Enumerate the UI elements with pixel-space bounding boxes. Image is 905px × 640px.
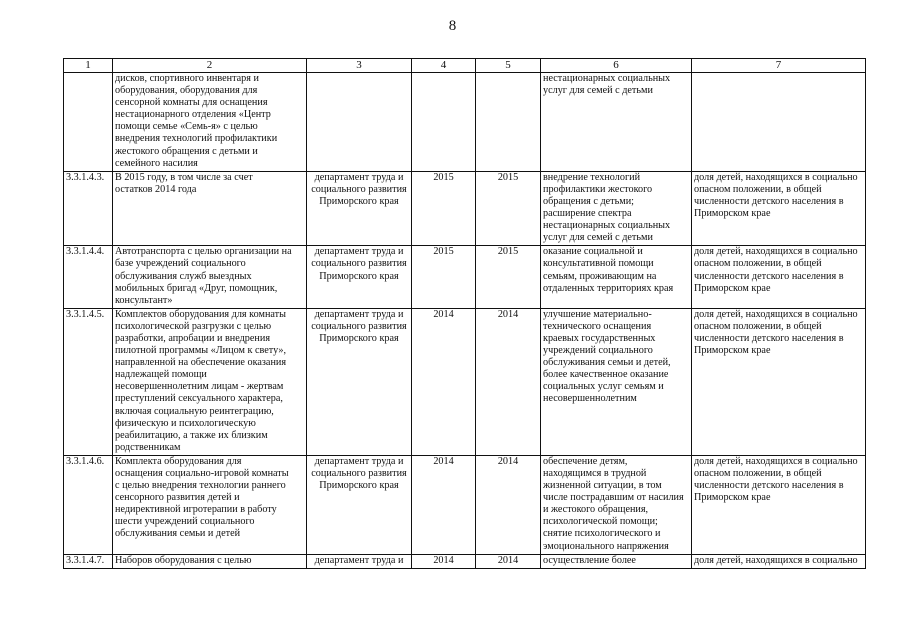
measure-name-cell: [113, 73, 307, 172]
cell-text-line: обслуживания служб выездных: [115, 270, 252, 282]
cell-text-line: находящимся в трудной: [543, 468, 647, 479]
cell-text-line: доля детей, находящихся в социально: [694, 554, 858, 566]
cell-text-line: улучшение материально-: [543, 308, 652, 320]
start-year-cell: [412, 73, 476, 172]
cell-text-line: Приморского края: [319, 332, 399, 344]
cell-text-line: доля детей, находящихся в социально: [694, 455, 858, 467]
cell-text-line: с целью внедрения технологии раннего: [115, 480, 286, 492]
expected-result-cell: [541, 73, 692, 172]
indicator-cell: [692, 73, 866, 172]
table-row: [64, 246, 866, 308]
cell-text-line: расширение спектра: [543, 208, 632, 220]
cell-text-line: услуг для семей с детьми: [543, 85, 653, 97]
measure-name-cell: [113, 246, 307, 308]
executor-cell: [307, 308, 412, 455]
cell-text-line: услуг для семей с детьми: [543, 232, 653, 244]
executor-cell: [307, 246, 412, 308]
cell-text-line: консультант»: [115, 294, 173, 306]
column-header: 7: [692, 59, 866, 73]
start-year-cell: 2015: [412, 246, 476, 308]
page-number: 8: [448, 18, 457, 34]
cell-text-line: несовершеннолетним: [543, 393, 637, 405]
column-header: 4: [412, 59, 476, 73]
cell-text-line: семьям, проживающим на: [543, 270, 657, 282]
cell-text-line: жизненной ситуации, в том: [543, 480, 662, 492]
cell-text-line: социального развития: [311, 468, 407, 479]
cell-text-line: краевых государственных: [543, 332, 656, 344]
measure-name-cell: [113, 171, 307, 246]
cell-text-line: департамент труда и: [314, 455, 404, 467]
executor-cell: [307, 455, 412, 554]
cell-text-line: профилактики жестокого: [543, 183, 653, 195]
cell-text-line: разработки, апробации и внедрения: [115, 332, 271, 344]
cell-text-line: Приморском крае: [694, 282, 771, 294]
executor-cell: [307, 554, 412, 568]
cell-text-line: оснащения социально-игровой комнаты: [115, 468, 289, 479]
cell-text-line: числе пострадавшим от насилия: [543, 492, 684, 504]
table-row: [64, 455, 866, 554]
cell-text-line: сенсорного развития детей и: [115, 492, 240, 504]
cell-text-line: доля детей, находящихся в социально: [694, 171, 858, 183]
cell-text-line: социального развития: [311, 320, 407, 332]
cell-text-line: преступлений сексуального характера,: [115, 393, 283, 405]
cell-text-line: Приморского края: [319, 480, 399, 492]
cell-text-line: опасном положении, в общей: [694, 468, 822, 479]
cell-text-line: снятие психологического и: [543, 528, 661, 540]
end-year-cell: 2014: [476, 455, 541, 554]
cell-text-line: департамент труда и: [314, 171, 404, 183]
cell-text-line: консультативной помощи: [543, 258, 654, 270]
cell-text-line: обслуживания семьи и детей,: [543, 357, 671, 369]
expected-result-cell: [541, 455, 692, 554]
table-row: [64, 308, 866, 455]
cell-text-line: социальных услуг семьям и: [543, 381, 664, 393]
cell-text-line: опасном положении, в общей: [694, 258, 822, 270]
cell-text-line: Приморского края: [319, 270, 399, 282]
cell-text-line: оказание социальной и: [543, 246, 643, 258]
row-number-cell: [64, 73, 113, 172]
cell-text-line: департамент труда и: [314, 246, 404, 258]
row-number-cell: 3.3.1.4.6.: [64, 455, 113, 554]
program-table: [63, 58, 866, 569]
cell-text-line: Приморском крае: [694, 492, 771, 504]
cell-text-line: опасном положении, в общей: [694, 183, 822, 195]
measure-name-cell: [113, 455, 307, 554]
cell-text-line: обслуживания семьи и детей: [115, 528, 241, 540]
cell-text-line: направленной на обеспечение оказания: [115, 357, 287, 369]
indicator-cell: [692, 455, 866, 554]
executor-cell: [307, 171, 412, 246]
row-number-cell: 3.3.1.4.7.: [64, 554, 113, 568]
indicator-cell: [692, 554, 866, 568]
cell-text-line: Комплекта оборудования для: [115, 455, 242, 467]
expected-result-cell: [541, 246, 692, 308]
expected-result-cell: [541, 171, 692, 246]
cell-text-line: мобильных бригад «Друг, помощник,: [115, 282, 278, 294]
cell-text-line: Автотранспорта с целью организации на: [115, 246, 292, 258]
cell-text-line: доля детей, находящихся в социально: [694, 308, 858, 320]
cell-text-line: психологической помощи;: [543, 516, 658, 528]
cell-text-line: базе учреждений социального: [115, 258, 246, 270]
expected-result-cell: [541, 554, 692, 568]
cell-text-line: Наборов оборудования с целью: [115, 554, 252, 566]
cell-text-line: внедрения технологий профилактики: [115, 133, 278, 145]
cell-text-line: обращения с детьми;: [543, 195, 634, 207]
cell-text-line: департамент труда и: [314, 554, 404, 566]
column-header: 2: [113, 59, 307, 73]
cell-text-line: численности детского населения в: [694, 480, 844, 492]
cell-text-line: психологической разгрузки с целью: [115, 320, 272, 332]
end-year-cell: 2015: [476, 171, 541, 246]
cell-text-line: несовершеннолетним лицам - жертвам: [115, 381, 284, 393]
cell-text-line: родственникам: [115, 441, 181, 453]
table-row: [64, 73, 866, 172]
table-row: [64, 554, 866, 568]
row-number-cell: 3.3.1.4.5.: [64, 308, 113, 455]
cell-text-line: нестационарного отделения «Центр: [115, 109, 271, 121]
cell-text-line: опасном положении, в общей: [694, 320, 822, 332]
cell-text-line: жестокого обращения с детьми и: [115, 145, 258, 157]
cell-text-line: численности детского населения в: [694, 270, 844, 282]
cell-text-line: физическую и психологическую: [115, 417, 256, 429]
indicator-cell: [692, 308, 866, 455]
start-year-cell: 2014: [412, 554, 476, 568]
measure-name-cell: [113, 554, 307, 568]
column-header: 3: [307, 59, 412, 73]
end-year-cell: 2015: [476, 246, 541, 308]
executor-cell: [307, 73, 412, 172]
cell-text-line: численности детского населения в: [694, 332, 844, 344]
cell-text-line: шести учреждений социального: [115, 516, 255, 528]
row-number-cell: 3.3.1.4.3.: [64, 171, 113, 246]
column-header: 1: [64, 59, 113, 73]
cell-text-line: Приморском крае: [694, 345, 771, 357]
expected-result-cell: [541, 308, 692, 455]
indicator-cell: [692, 246, 866, 308]
cell-text-line: нестационарных социальных: [543, 220, 671, 232]
column-number-row: [64, 59, 866, 73]
cell-text-line: и жестокого обращения,: [543, 504, 649, 516]
cell-text-line: включая социальную реинтеграцию,: [115, 405, 274, 417]
cell-text-line: Приморского края: [319, 195, 399, 207]
cell-text-line: остатков 2014 года: [115, 183, 197, 195]
cell-text-line: недирективной игротерапии в работу: [115, 504, 277, 516]
cell-text-line: более качественное оказание: [543, 369, 669, 381]
measure-name-cell: [113, 308, 307, 455]
start-year-cell: 2014: [412, 308, 476, 455]
end-year-cell: [476, 73, 541, 172]
cell-text-line: нестационарных социальных: [543, 73, 671, 84]
cell-text-line: социального развития: [311, 258, 407, 270]
cell-text-line: технического оснащения: [543, 320, 652, 332]
cell-text-line: оборудования, оборудования для: [115, 85, 258, 97]
cell-text-line: внедрение технологий: [543, 171, 641, 183]
indicator-cell: [692, 171, 866, 246]
cell-text-line: численности детского населения в: [694, 195, 844, 207]
cell-text-line: пилотной программы «Лицом к свету»,: [115, 345, 287, 357]
cell-text-line: осуществление более: [543, 554, 636, 566]
cell-text-line: дисков, спортивного инвентаря и: [115, 73, 259, 84]
cell-text-line: сенсорной комнаты для оснащения: [115, 97, 268, 109]
cell-text-line: В 2015 году, в том числе за счет: [115, 171, 253, 183]
cell-text-line: помощи семье «Семь-я» с целью: [115, 121, 258, 133]
cell-text-line: надлежащей помощи: [115, 369, 207, 381]
start-year-cell: 2014: [412, 455, 476, 554]
column-header: 6: [541, 59, 692, 73]
cell-text-line: учреждений социального: [543, 345, 653, 357]
cell-text-line: эмоционального напряжения: [543, 540, 669, 552]
cell-text-line: обеспечение детям,: [543, 455, 628, 467]
table-row: [64, 171, 866, 246]
column-header: 5: [476, 59, 541, 73]
cell-text-line: социального развития: [311, 183, 407, 195]
cell-text-line: семейного насилия: [115, 157, 198, 169]
cell-text-line: Комплектов оборудования для комнаты: [115, 308, 286, 320]
cell-text-line: доля детей, находящихся в социально: [694, 246, 858, 258]
cell-text-line: Приморском крае: [694, 208, 771, 220]
cell-text-line: департамент труда и: [314, 308, 404, 320]
cell-text-line: реабилитацию, а также их близким: [115, 429, 268, 441]
row-number-cell: 3.3.1.4.4.: [64, 246, 113, 308]
end-year-cell: 2014: [476, 554, 541, 568]
cell-text-line: отдаленных территориях края: [543, 282, 674, 294]
end-year-cell: 2014: [476, 308, 541, 455]
start-year-cell: 2015: [412, 171, 476, 246]
